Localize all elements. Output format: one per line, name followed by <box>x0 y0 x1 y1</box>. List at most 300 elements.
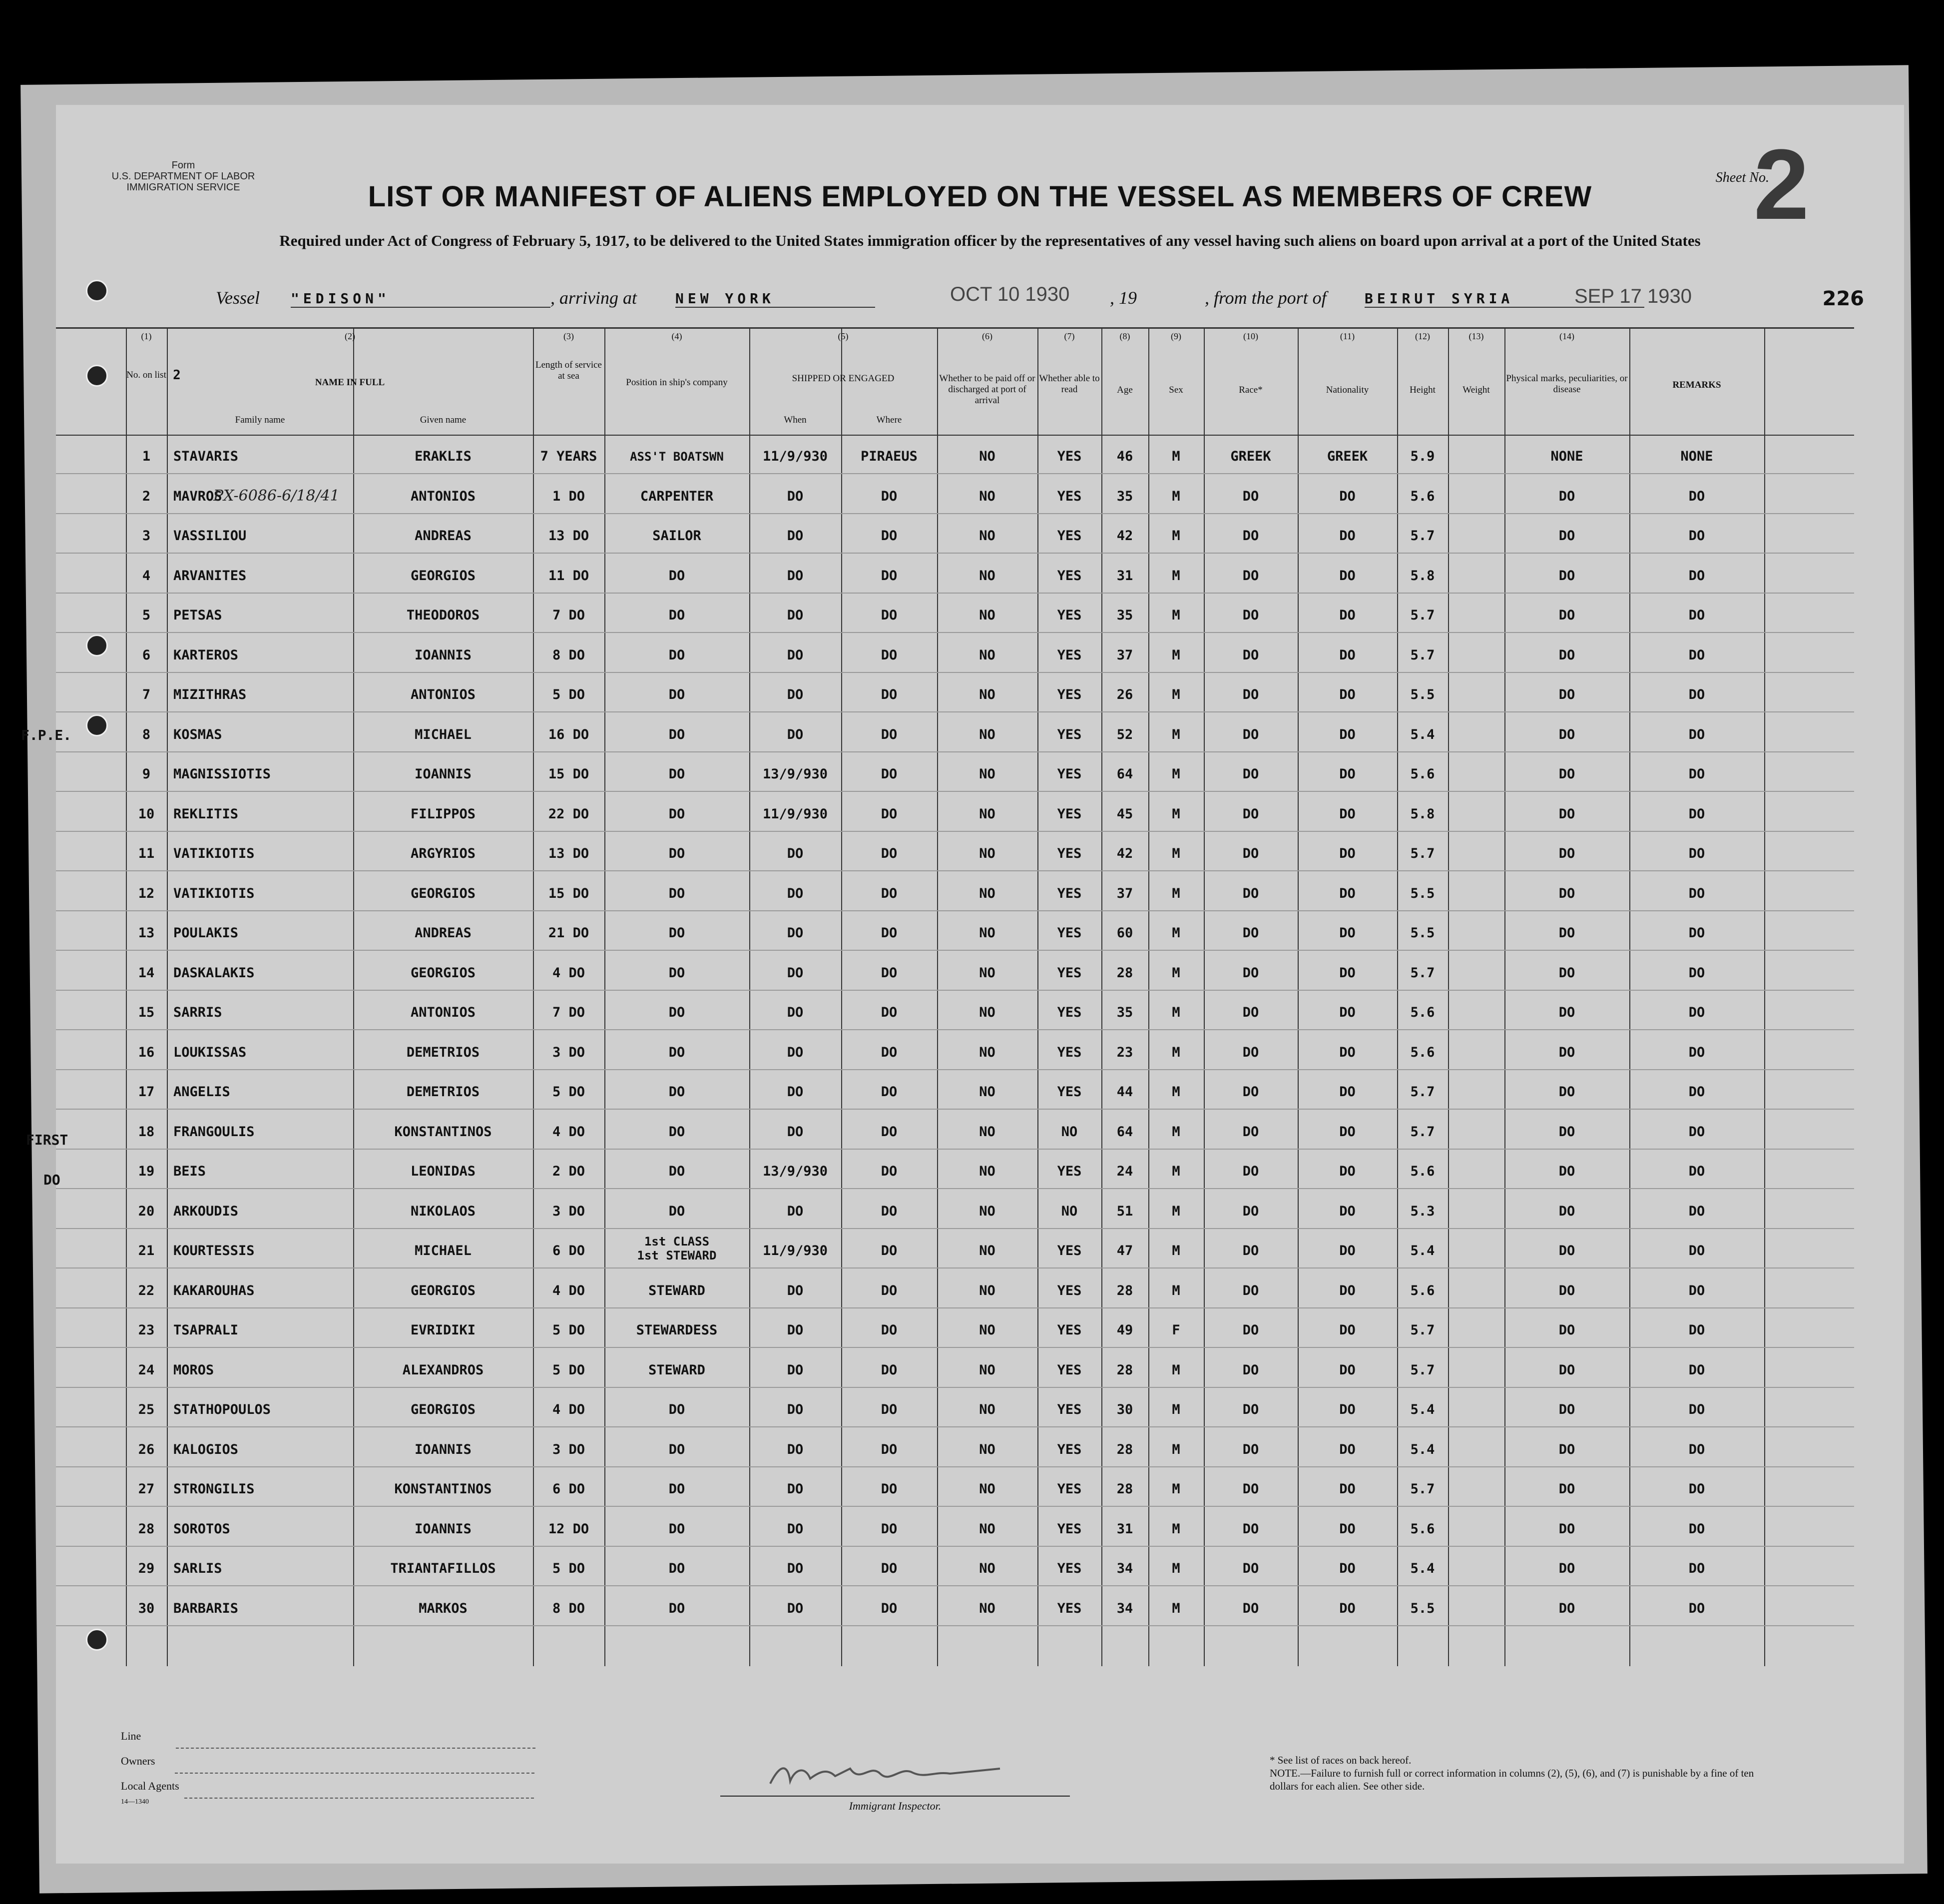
cell-remarks: DO <box>1688 568 1705 584</box>
cell-family-name: VATIKIOTIS <box>173 885 255 901</box>
cell-age: 37 <box>1116 647 1133 663</box>
cell-height: 5.5 <box>1410 1600 1435 1616</box>
cell-length: 4 DO <box>552 1402 585 1417</box>
hdr-where: Where <box>876 415 902 425</box>
cell-height: 5.7 <box>1410 528 1435 544</box>
cell-paid-off: NO <box>979 1044 995 1060</box>
cell-position: DO <box>668 1521 685 1537</box>
cell-paid-off: NO <box>979 488 995 504</box>
cell-no: 12 <box>138 885 155 901</box>
cell-length: 1 DO <box>552 488 585 504</box>
cell-paid-off: NO <box>979 1402 995 1417</box>
cell-race: DO <box>1242 1521 1259 1537</box>
col-num-5: (5) <box>838 331 849 341</box>
cell-when: DO <box>787 647 804 663</box>
from-port: BEIRUT SYRIA <box>1365 290 1644 308</box>
cell-paid-off: NO <box>979 1600 995 1616</box>
cell-age: 28 <box>1116 1282 1133 1298</box>
cell-position: 1st CLASS 1st STEWARD <box>637 1235 717 1263</box>
binder-hole <box>86 714 108 736</box>
cell-given-name: ANTONIOS <box>410 488 476 504</box>
cell-able-read: YES <box>1057 1322 1082 1338</box>
cell-family-name: STRONGILIS <box>173 1481 255 1497</box>
hdr-position: Position in ship's company <box>626 377 728 388</box>
col-num-9: (9) <box>1171 331 1181 341</box>
cell-paid-off: NO <box>979 687 995 702</box>
cell-race: DO <box>1242 1441 1259 1457</box>
cell-paid-off: NO <box>979 449 995 464</box>
cell-no: 10 <box>138 806 155 822</box>
cell-sex: M <box>1172 1044 1180 1060</box>
cell-physical: DO <box>1558 528 1575 544</box>
cell-when: DO <box>787 1044 804 1060</box>
cell-race: DO <box>1242 1164 1259 1179</box>
cell-given-name: IOANNIS <box>415 766 472 782</box>
cell-no: 2 <box>142 488 151 504</box>
departure-date-stamp: SEP 17 1930 <box>1574 285 1692 307</box>
cell-nationality: DO <box>1339 1322 1356 1338</box>
cell-nationality: DO <box>1339 1203 1356 1219</box>
cell-position: DO <box>668 885 685 901</box>
cell-height: 5.7 <box>1410 846 1435 861</box>
cell-where: DO <box>881 1164 898 1179</box>
cell-nationality: DO <box>1339 1481 1356 1497</box>
cell-where: DO <box>881 885 898 901</box>
cell-sex: M <box>1172 608 1180 623</box>
cell-age: 60 <box>1116 925 1133 941</box>
cell-able-read: YES <box>1057 885 1082 901</box>
cell-age: 28 <box>1116 1362 1133 1378</box>
manifest-table <box>21 327 1904 1666</box>
cell-when: DO <box>787 1441 804 1457</box>
cell-nationality: DO <box>1339 766 1356 782</box>
cell-when: DO <box>787 1600 804 1616</box>
cell-age: 35 <box>1116 488 1133 504</box>
cell-height: 5.5 <box>1410 925 1435 941</box>
cell-when: DO <box>787 1362 804 1378</box>
cell-length: 22 DO <box>548 806 589 822</box>
cell-age: 30 <box>1116 1402 1133 1417</box>
cell-height: 5.9 <box>1410 449 1435 464</box>
cell-position: DO <box>668 1124 685 1140</box>
row-rule <box>56 1546 1854 1547</box>
cell-race: DO <box>1242 1362 1259 1378</box>
col-num-12: (12) <box>1415 331 1430 341</box>
cell-physical: DO <box>1558 608 1575 623</box>
row-rule <box>56 473 1854 474</box>
cell-nationality: DO <box>1339 1561 1356 1576</box>
agents-label: Local Agents <box>121 1780 179 1792</box>
cell-family-name: ARKOUDIS <box>173 1203 239 1219</box>
cell-family-name: BARBARIS <box>173 1600 239 1616</box>
cell-race: DO <box>1242 488 1259 504</box>
cell-sex: M <box>1172 766 1180 782</box>
cell-family-name: POULAKIS <box>173 925 239 941</box>
cell-where: DO <box>881 1084 898 1100</box>
arriving-port: NEW YORK <box>675 290 875 308</box>
cell-able-read: YES <box>1057 1243 1082 1259</box>
cell-height: 5.4 <box>1410 1243 1435 1259</box>
row-rule <box>56 910 1854 911</box>
cell-nationality: DO <box>1339 488 1356 504</box>
cell-nationality: DO <box>1339 806 1356 822</box>
cell-no: 4 <box>142 568 151 584</box>
cell-age: 52 <box>1116 726 1133 742</box>
cell-paid-off: NO <box>979 647 995 663</box>
cell-age: 37 <box>1116 885 1133 901</box>
hdr-race: Race* <box>1239 385 1263 395</box>
cell-race: DO <box>1242 885 1259 901</box>
cell-given-name: DEMETRIOS <box>406 1044 480 1060</box>
cell-remarks: DO <box>1688 766 1705 782</box>
cell-sex: M <box>1172 1005 1180 1020</box>
cell-height: 5.3 <box>1410 1203 1435 1219</box>
cell-able-read: YES <box>1057 726 1082 742</box>
cell-physical: DO <box>1558 1481 1575 1497</box>
cell-able-read: YES <box>1057 449 1082 464</box>
cell-physical: DO <box>1558 1005 1575 1020</box>
cell-given-name: DEMETRIOS <box>406 1084 480 1100</box>
cell-able-read: YES <box>1057 1402 1082 1417</box>
cell-length: 6 DO <box>552 1243 585 1259</box>
hdr-paid-off: Whether to be paid off or discharged at port of arrival <box>939 373 1035 406</box>
cell-height: 5.7 <box>1410 1124 1435 1140</box>
cell-position: DO <box>668 568 685 584</box>
cell-length: 7 DO <box>552 1005 585 1020</box>
cell-given-name: GEORGIOS <box>410 885 476 901</box>
cell-family-name: VATIKIOTIS <box>173 846 255 861</box>
cell-position: DO <box>668 647 685 663</box>
hdr-height: Height <box>1410 385 1436 395</box>
cell-given-name: KONSTANTINOS <box>394 1124 492 1140</box>
cell-length: 16 DO <box>548 726 589 742</box>
cell-position: DO <box>668 1561 685 1576</box>
cell-given-name: LEONIDAS <box>410 1164 476 1179</box>
row-rule <box>56 1347 1854 1348</box>
cell-position: DO <box>668 1084 685 1100</box>
cell-nationality: GREEK <box>1327 449 1368 464</box>
cell-sex: M <box>1172 528 1180 544</box>
cell-given-name: MICHAEL <box>415 726 472 742</box>
hdr-age: Age <box>1117 385 1133 395</box>
cell-race: DO <box>1242 1044 1259 1060</box>
cell-race: DO <box>1242 1243 1259 1259</box>
cell-family-name: PETSAS <box>173 608 222 623</box>
row-rule <box>56 553 1854 554</box>
cell-physical: DO <box>1558 846 1575 861</box>
col-num-1: (1) <box>141 331 152 341</box>
cell-position: DO <box>668 925 685 941</box>
cell-age: 34 <box>1116 1561 1133 1576</box>
cell-race: DO <box>1242 608 1259 623</box>
cell-where: DO <box>881 1243 898 1259</box>
manifest-sheet <box>21 105 1904 1864</box>
cell-height: 5.5 <box>1410 687 1435 702</box>
cell-position: DO <box>668 687 685 702</box>
cell-able-read: YES <box>1057 568 1082 584</box>
binder-hole <box>86 1629 108 1651</box>
inspector-signature <box>740 1754 1050 1794</box>
cell-where: DO <box>881 965 898 981</box>
cell-height: 5.8 <box>1410 806 1435 822</box>
cell-where: DO <box>881 1282 898 1298</box>
cell-remarks: DO <box>1688 1203 1705 1219</box>
cell-position: DO <box>668 726 685 742</box>
vessel-name: "EDISON" <box>291 290 550 308</box>
row-rule <box>56 593 1854 594</box>
cell-remarks: NONE <box>1680 449 1713 464</box>
cell-remarks: DO <box>1688 608 1705 623</box>
cell-length: 5 DO <box>552 687 585 702</box>
cell-height: 5.4 <box>1410 1402 1435 1417</box>
cell-family-name: FRANGOULIS <box>173 1124 255 1140</box>
cell-race: DO <box>1242 1005 1259 1020</box>
cell-where: DO <box>881 1481 898 1497</box>
cell-paid-off: NO <box>979 1203 995 1219</box>
cell-when: 13/9/930 <box>762 766 828 782</box>
cell-position: DO <box>668 1441 685 1457</box>
cell-physical: DO <box>1558 1600 1575 1616</box>
col-num-4: (4) <box>671 331 682 341</box>
cell-family-name: SARRIS <box>173 1005 222 1020</box>
cell-where: DO <box>881 568 898 584</box>
cell-no: 29 <box>138 1561 155 1576</box>
col-num-6: (6) <box>982 331 992 341</box>
cell-length: 15 DO <box>548 766 589 782</box>
cell-given-name: MICHAEL <box>415 1243 472 1259</box>
col-num-8: (8) <box>1119 331 1130 341</box>
cell-age: 64 <box>1116 766 1133 782</box>
sheet-no-label: Sheet No. <box>1715 170 1769 185</box>
cell-remarks: DO <box>1688 885 1705 901</box>
cell-physical: DO <box>1558 647 1575 663</box>
cell-sex: M <box>1172 1362 1180 1378</box>
row-rule <box>56 1188 1854 1189</box>
cell-family-name: KOURTESSIS <box>173 1243 255 1259</box>
row-rule <box>56 1387 1854 1388</box>
cell-height: 5.4 <box>1410 1441 1435 1457</box>
cell-given-name: GEORGIOS <box>410 1282 476 1298</box>
cell-nationality: DO <box>1339 965 1356 981</box>
cell-where: DO <box>881 1362 898 1378</box>
cell-no: 15 <box>138 1005 155 1020</box>
cell-length: 21 DO <box>548 925 589 941</box>
cell-race: DO <box>1242 1402 1259 1417</box>
cell-family-name: REKLITIS <box>173 806 239 822</box>
col-num-2: (2) <box>345 331 355 341</box>
cell-length: 7 DO <box>552 608 585 623</box>
cell-paid-off: NO <box>979 1521 995 1537</box>
cell-position: DO <box>668 846 685 861</box>
cell-family-name: TSAPRALI <box>173 1322 239 1338</box>
cell-when: DO <box>787 885 804 901</box>
cell-age: 46 <box>1116 449 1133 464</box>
cell-age: 64 <box>1116 1124 1133 1140</box>
cell-race: DO <box>1242 766 1259 782</box>
cell-physical: DO <box>1558 1561 1575 1576</box>
cell-race: DO <box>1242 1600 1259 1616</box>
cell-paid-off: NO <box>979 846 995 861</box>
cell-given-name: ANTONIOS <box>410 1005 476 1020</box>
cell-position: SAILOR <box>652 528 701 544</box>
row-rule <box>56 1109 1854 1110</box>
cell-sex: M <box>1172 726 1180 742</box>
cell-sex: M <box>1172 687 1180 702</box>
cell-nationality: DO <box>1339 726 1356 742</box>
cell-sex: F <box>1172 1322 1180 1338</box>
cell-physical: DO <box>1558 1044 1575 1060</box>
row-rule <box>56 950 1854 951</box>
row-rule <box>56 1307 1854 1308</box>
cell-sex: M <box>1172 1521 1180 1537</box>
cell-when: DO <box>787 1124 804 1140</box>
cell-height: 5.7 <box>1410 608 1435 623</box>
cell-length: 8 DO <box>552 647 585 663</box>
cell-paid-off: NO <box>979 1322 995 1338</box>
cell-paid-off: NO <box>979 806 995 822</box>
cell-physical: NONE <box>1550 449 1583 464</box>
cell-height: 5.7 <box>1410 1084 1435 1100</box>
cell-able-read: YES <box>1057 1441 1082 1457</box>
row-rule <box>56 1506 1854 1507</box>
inspector-signature-block <box>720 1754 1070 1813</box>
cell-remarks: DO <box>1688 1044 1705 1060</box>
cell-sex: M <box>1172 1561 1180 1576</box>
inspector-label: Immigrant Inspector. <box>849 1800 942 1812</box>
cell-no: 13 <box>138 925 155 941</box>
cell-position: DO <box>668 1164 685 1179</box>
cell-family-name: VASSILIOU <box>173 528 247 544</box>
cell-where: DO <box>881 1600 898 1616</box>
cell-able-read: YES <box>1057 1005 1082 1020</box>
cell-able-read: YES <box>1057 488 1082 504</box>
cell-physical: DO <box>1558 885 1575 901</box>
cell-race: DO <box>1242 647 1259 663</box>
cell-physical: DO <box>1558 806 1575 822</box>
cell-height: 5.6 <box>1410 766 1435 782</box>
cell-able-read: YES <box>1057 1282 1082 1298</box>
cell-no: 23 <box>138 1322 155 1338</box>
cell-position: DO <box>668 1044 685 1060</box>
cell-height: 5.7 <box>1410 647 1435 663</box>
cell-family-name: KALOGIOS <box>173 1441 239 1457</box>
row-rule <box>56 831 1854 832</box>
hdr-name-in-full: NAME IN FULL <box>315 377 385 388</box>
cell-position: STEWARDESS <box>636 1322 718 1338</box>
row-rule <box>56 1069 1854 1070</box>
cell-sex: M <box>1172 1124 1180 1140</box>
cell-able-read: YES <box>1057 1362 1082 1378</box>
cell-paid-off: NO <box>979 1084 995 1100</box>
cell-age: 51 <box>1116 1203 1133 1219</box>
cell-no: 27 <box>138 1481 155 1497</box>
cell-given-name: THEODOROS <box>406 608 480 623</box>
cell-no: 28 <box>138 1521 155 1537</box>
cell-nationality: DO <box>1339 528 1356 544</box>
cell-where: DO <box>881 1521 898 1537</box>
cell-length: 3 DO <box>552 1203 585 1219</box>
cell-remarks: DO <box>1688 925 1705 941</box>
cell-able-read: YES <box>1057 608 1082 623</box>
cell-where: DO <box>881 608 898 623</box>
cell-age: 28 <box>1116 1481 1133 1497</box>
cell-length: 12 DO <box>548 1521 589 1537</box>
cell-position: DO <box>668 806 685 822</box>
cell-family-name: SOROTOS <box>173 1521 230 1537</box>
cell-height: 5.6 <box>1410 1521 1435 1537</box>
cell-height: 5.7 <box>1410 1481 1435 1497</box>
vessel-line <box>216 283 1814 317</box>
cell-family-name: STATHOPOULOS <box>173 1402 271 1417</box>
cell-given-name: MARKOS <box>419 1600 468 1616</box>
cell-paid-off: NO <box>979 608 995 623</box>
cell-given-name: ARGYRIOS <box>410 846 476 861</box>
margin-note-fpe: F.P.E. <box>21 727 72 743</box>
col-num-3: (3) <box>563 331 574 341</box>
cell-nationality: DO <box>1339 568 1356 584</box>
cell-family-name: ARVANITES <box>173 568 247 584</box>
cell-age: 44 <box>1116 1084 1133 1100</box>
hdr-family-name: Family name <box>235 415 285 425</box>
cell-able-read: YES <box>1057 528 1082 544</box>
cell-when: DO <box>787 488 804 504</box>
hdr-shipped: SHIPPED OR ENGAGED <box>792 373 895 384</box>
cell-able-read: YES <box>1057 1044 1082 1060</box>
cell-nationality: DO <box>1339 1005 1356 1020</box>
cell-length: 2 DO <box>552 1164 585 1179</box>
cell-sex: M <box>1172 965 1180 981</box>
cell-family-name: SARLIS <box>173 1561 222 1576</box>
cell-where: DO <box>881 1402 898 1417</box>
cell-position: DO <box>668 608 685 623</box>
cell-nationality: DO <box>1339 1084 1356 1100</box>
row-rule <box>56 513 1854 514</box>
cell-height: 5.6 <box>1410 1282 1435 1298</box>
cell-sex: M <box>1172 449 1180 464</box>
cell-where: DO <box>881 1322 898 1338</box>
cell-no: 18 <box>138 1124 155 1140</box>
cell-remarks: DO <box>1688 1362 1705 1378</box>
cell-position: DO <box>668 1203 685 1219</box>
hdr-able-read: Whether able to read <box>1039 373 1100 395</box>
cell-physical: DO <box>1558 568 1575 584</box>
cell-remarks: DO <box>1688 726 1705 742</box>
margin-note-do: DO <box>43 1172 60 1188</box>
row-rule <box>56 990 1854 991</box>
cell-where: DO <box>881 726 898 742</box>
cell-paid-off: NO <box>979 766 995 782</box>
cell-nationality: DO <box>1339 925 1356 941</box>
cell-able-read: NO <box>1061 1124 1078 1140</box>
cell-paid-off: NO <box>979 1441 995 1457</box>
cell-position: DO <box>668 1005 685 1020</box>
page-subtitle: Required under Act of Congress of February 5, 1917, to be delivered to the United States immigration officer by the representatives of any vessel having such aliens on board upon arrival at a port of the United States <box>279 232 1701 249</box>
cell-position: CARPENTER <box>640 488 714 504</box>
cell-able-read: YES <box>1057 925 1082 941</box>
cell-where: DO <box>881 1441 898 1457</box>
cell-nationality: DO <box>1339 1362 1356 1378</box>
cell-length: 5 DO <box>552 1084 585 1100</box>
margin-note-first: FIRST <box>26 1132 68 1148</box>
cell-when: 11/9/930 <box>762 806 828 822</box>
cell-paid-off: NO <box>979 528 995 544</box>
cell-paid-off: NO <box>979 726 995 742</box>
hdr-physical: Physical marks, peculiarities, or disease <box>1506 373 1628 395</box>
cell-remarks: DO <box>1688 1441 1705 1457</box>
cell-where: DO <box>881 846 898 861</box>
cell-height: 5.7 <box>1410 965 1435 981</box>
cell-no: 17 <box>138 1084 155 1100</box>
